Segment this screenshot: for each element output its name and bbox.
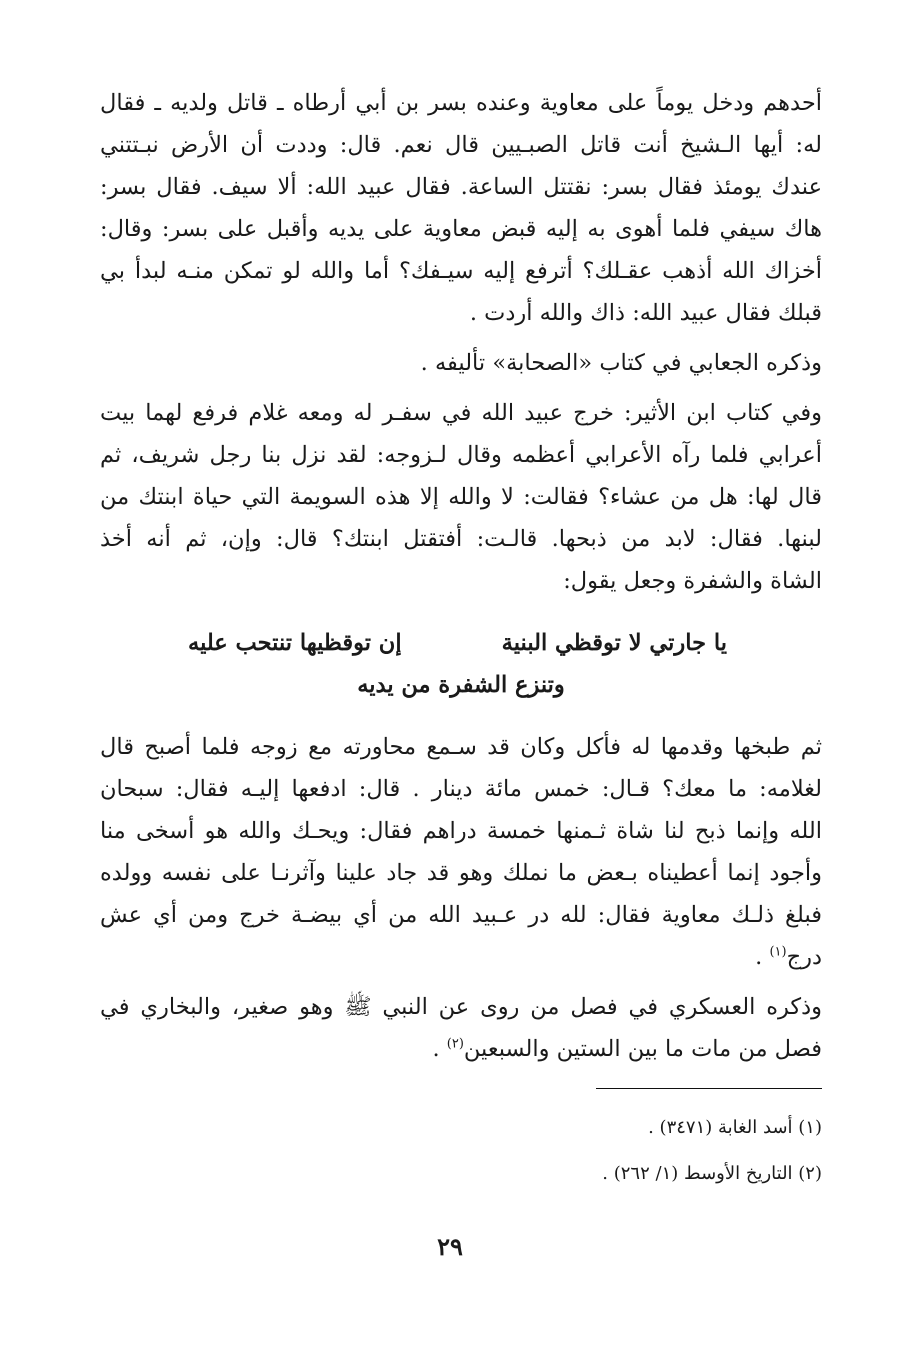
page-body <box>100 82 822 1078</box>
footnote-ref-1: (١) <box>769 944 787 960</box>
period: . <box>432 1036 440 1062</box>
page-number: ٢٩ <box>437 1232 463 1261</box>
text-line: أحدهم ودخل يوماً على معاوية وعنده بسر بن أبي أرطاه ـ قاتل ولديه ـ فقال <box>100 90 822 116</box>
text-line: الشاة والشفرة وجعل يقول: <box>563 568 822 594</box>
verse-hemistich-2: إن توقظيها تنتحب عليه <box>188 630 402 656</box>
text-line: عندك يومئذ فقال بسر: نقتتل الساعة. فقال عبيد الله: ألا سيف. فقال بسر: <box>100 174 822 200</box>
text-line: ثم طبخها وقدمها له فأكل وكان قد سـمع محاورته مع زوجه فلما أصبح قال <box>100 734 822 760</box>
line-text: فصل من مات ما بين الستين والسبعين <box>463 1036 822 1062</box>
paragraph-3 <box>100 392 822 602</box>
text-line: وفي كتاب ابن الأثير: خرج عبيد الله في سفـر له ومعه غلام فرفع لهما بيت <box>100 400 822 426</box>
footnote-2: (٢) التاريخ الأوسط (١/ ٢٦٢) . <box>602 1163 822 1184</box>
paragraph-1 <box>100 82 822 334</box>
footnote-1: (١) أسد الغابة (٣٤٧١) . <box>648 1117 822 1138</box>
text-line-last <box>100 936 822 978</box>
text-line: وذكره الجعابي في كتاب «الصحابة» تأليفه . <box>420 350 822 376</box>
text-line: لبنها. فقال: لابد من ذبحها. قالـت: أفتقتل ابنتك؟ قال: وإن، ثم أنه أخذ <box>100 526 822 552</box>
text-line: وذكره العسكري في فصل من روى عن النبي ﷺ وهو صغير، والبخاري في <box>100 994 822 1020</box>
paragraph-5 <box>100 986 822 1070</box>
text-line: أعرابي فلما رآه الأعرابي أعظمه وقال لـزوجه: لقد نزل بنا رجل شريف، ثم <box>100 442 822 468</box>
footnote-ref-2: (٢) <box>446 1036 464 1052</box>
text-line: هاك سيفي فلما أهوى به إليه قبض معاوية على يديه وأقبل على بسر: وقال: <box>100 216 823 242</box>
paragraph-4 <box>100 726 822 978</box>
verse-hemistich-1: يا جارتي لا توقظي البنية <box>501 630 727 656</box>
verse-line-1 <box>188 630 727 656</box>
text-line: فبلغ ذلـك معاوية فقال: لله در عـبيد الله من أي بيضـة خرج ومن أي عش <box>100 902 822 928</box>
text-line: لغلامه: ما معك؟ قـال: خمس مائة دينار . قال: ادفعها إليـه فقال: سبحان <box>100 776 822 802</box>
last-word: درج <box>786 944 822 970</box>
verse-line-2: وتنزع الشفرة من يديه <box>357 672 565 698</box>
text-line: له: أيها الـشيخ أنت قاتل الصبـيين قال نعم. قال: وددت أن الأرض نبـتتني <box>100 132 822 158</box>
footnotes <box>602 1105 822 1197</box>
text-line: قبلك فقال عبيد الله: ذاك والله أردت . <box>469 300 822 326</box>
text-line: قال لها: هل من عشاء؟ فقالت: لا والله إلا هذه السويمة التي حياة ابنتك من <box>100 484 822 510</box>
paragraph-2 <box>100 342 822 384</box>
text-line: وأجود إنما أعطيناه بـعض ما نملك وهو قد جاد علينا وآثرنـا على نفسه وولده <box>100 860 822 886</box>
footnote-divider <box>596 1088 822 1089</box>
text-line: الله وإنما ذبح لنا شاة ثـمنها خمسة دراهم فقال: ويحـك والله هو أسخى منا <box>100 818 822 844</box>
period: . <box>755 944 763 970</box>
text-line-last <box>100 1028 822 1070</box>
text-line: أخزاك الله أذهب عقـلك؟ أترفع إليه سيـفك؟ أما والله لو تمكن منـه لبدأ بي <box>100 258 822 284</box>
